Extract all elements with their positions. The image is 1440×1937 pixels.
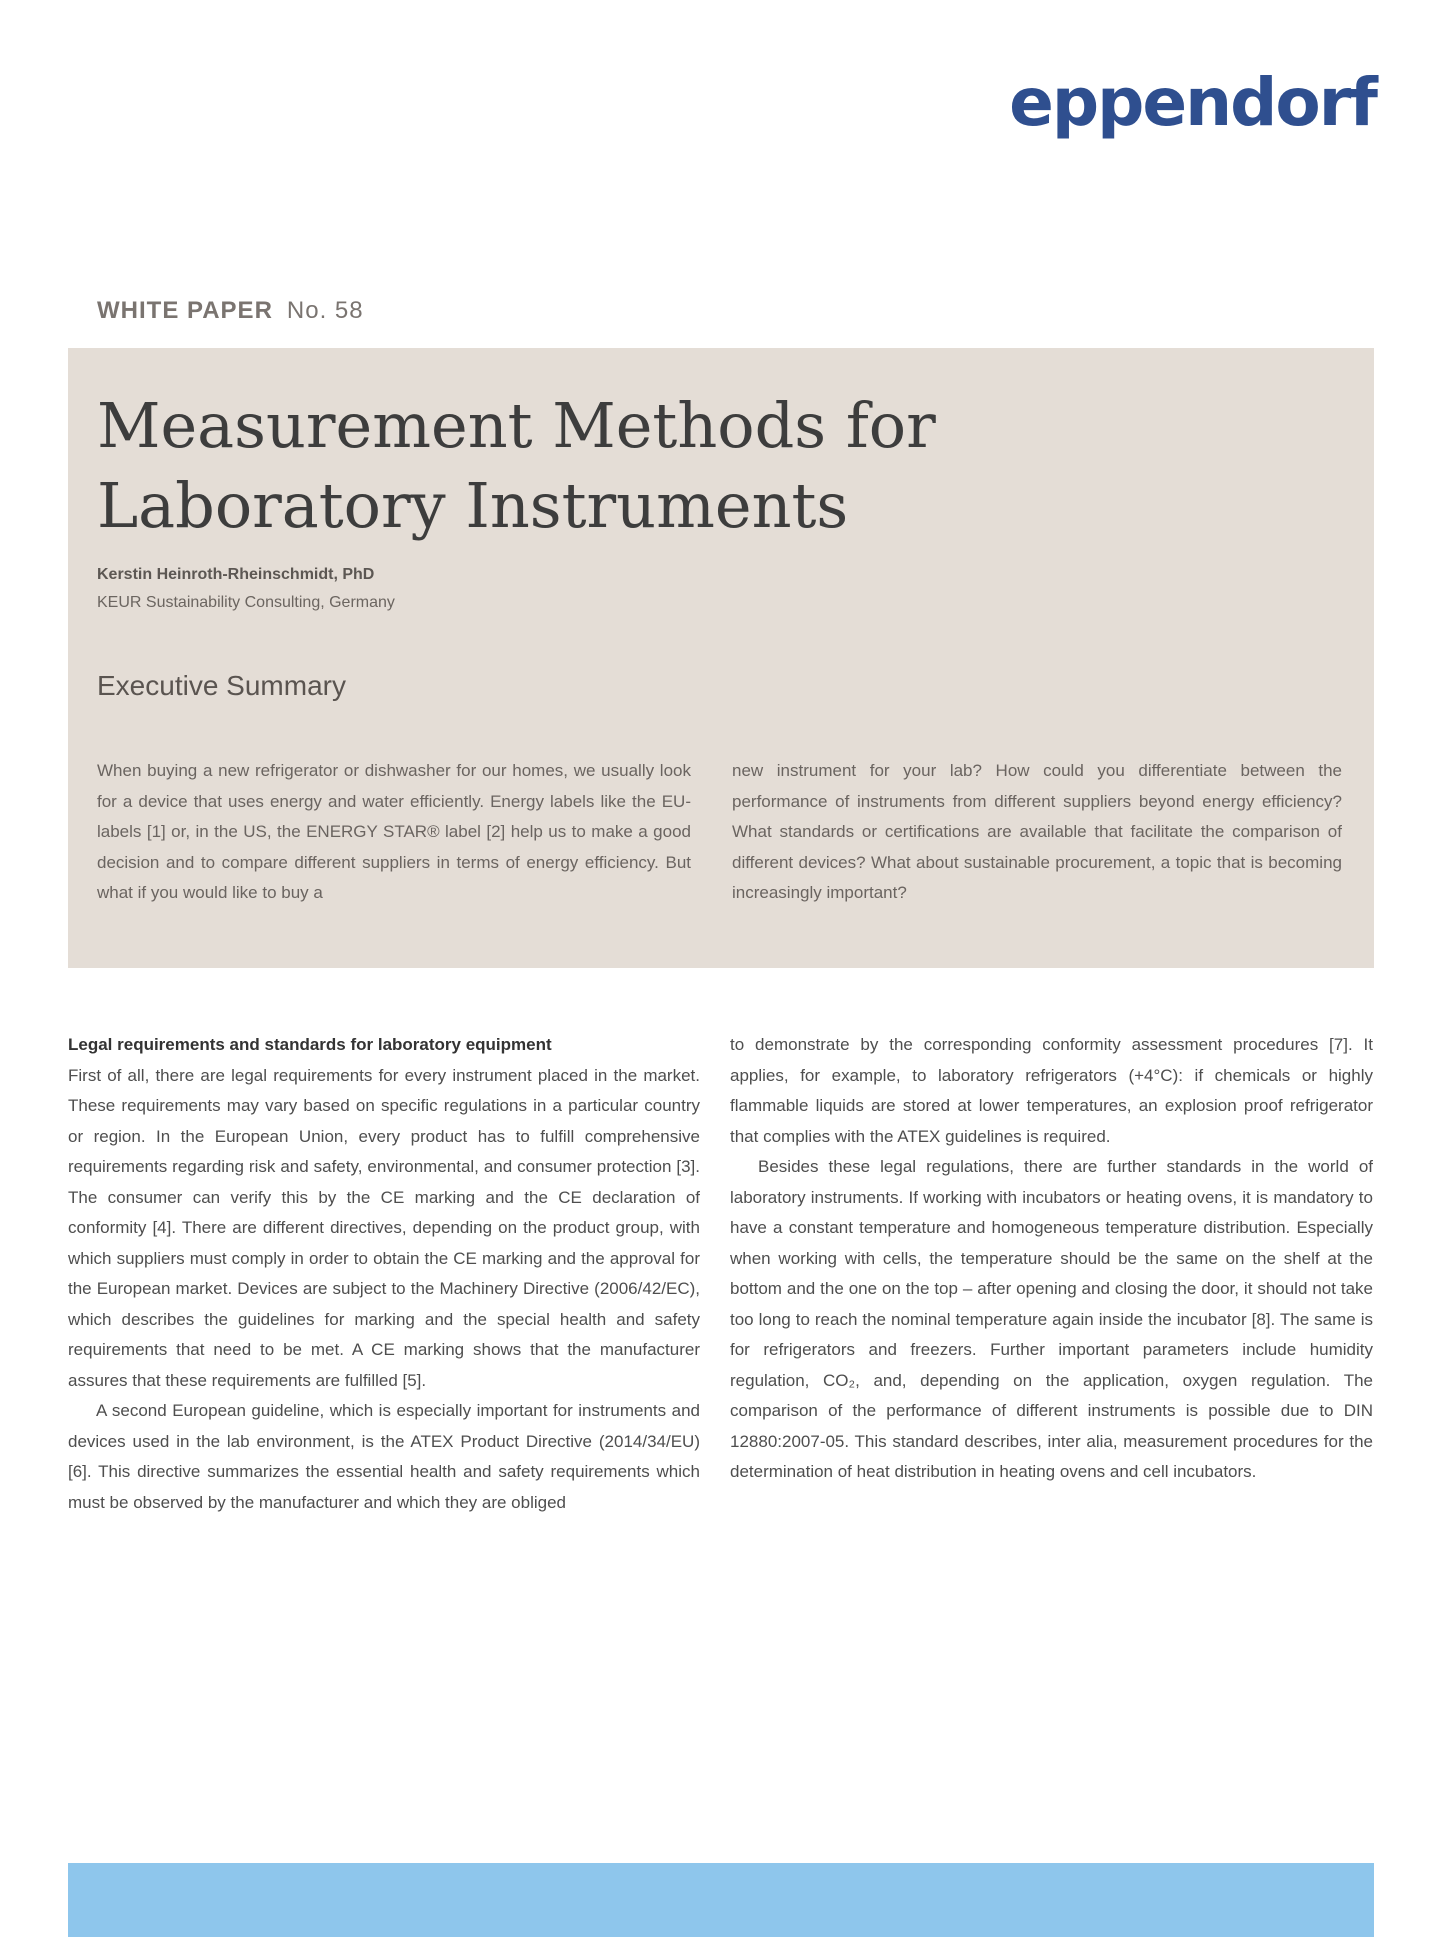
eppendorf-logo: eppendorf xyxy=(1009,64,1376,141)
section-heading: Legal requirements and standards for laboratory equipment xyxy=(68,1035,552,1054)
hero-panel xyxy=(68,348,1374,968)
title-line-1: Measurement Methods for xyxy=(97,389,936,462)
white-paper-number: No. 58 xyxy=(286,297,364,324)
author-affiliation: KEUR Sustainability Consulting, Germany xyxy=(97,594,395,611)
body-paragraph: First of all, there are legal requirements for every instrument placed in the market. These requirements may vary based on specific regulations in a particular country or region. In the European Union, every product has to fulfill comprehensive requirements regarding risk and safety, environmental, and consumer protection [3]. The consumer can verify this by the CE marking and the CE declaration of conformity [4]. There are different directives, depending on the product group, with which suppliers must comply in order to obtain the CE marking and the approval for the European market. Devices are subject to the Machinery Directive (2006/42/EC), which describes the guidelines for marking and the special health and safety requirements that need to be met. A CE marking shows that the manufacturer assures that these requirements are fulfilled [5]. xyxy=(68,1065,700,1390)
body-column-right xyxy=(730,1030,1373,1488)
executive-summary-right: new instrument for your lab? How could you differentiate between the performance of instruments from different suppliers beyond energy efficiency? What standards or certifications are available that facilitate the comparison of different devices? What about sustainable procurement, a topic that is becoming increasingly important? xyxy=(732,761,1342,902)
body-column-left xyxy=(68,1030,700,1518)
body-paragraph: Besides these legal regulations, there are further standards in the world of laboratory instruments. If working with incubators or heating ovens, it is mandatory to have a constant temperature and homogeneous temperature distribution. Especially when working with cells, the temperature should be the same on the shelf at the bottom and the one on the top – after opening and closing the door, it should not take too long to reach the nominal temperature again inside the incubator [8]. The same is for refrigerators and freezers. Further important parameters include humidity regulation, CO₂, and, depending on the application, oxygen regulation. The comparison of the performance of different instruments is possible due to DIN 12880:2007-05. This standard describes, inter alia, measurement procedures for the determination of heat distribution in heating ovens and cell incubators. xyxy=(730,1157,1373,1481)
white-paper-kind: WHITE PAPER xyxy=(97,297,273,324)
footer-color-bar xyxy=(68,1863,1374,1937)
white-paper-label xyxy=(97,297,364,325)
body-paragraph: to demonstrate by the corresponding conformity assessment procedures [7]. It applies, for example, to laboratory refrigerators (+4°C): if chemicals or highly flammable liquids are stored at lower temperatures, an explosion proof refrigerator that complies with the ATEX guidelines is required. xyxy=(730,1035,1373,1146)
body-paragraph: A second European guideline, which is especially important for instruments and devices used in the lab environment, is the ATEX Product Directive (2014/34/EU) [6]. This directive summarizes the essential health and safety requirements which must be observed by the manufacturer and which they are obliged xyxy=(68,1401,700,1512)
page-title xyxy=(97,386,1097,546)
executive-summary-left: When buying a new refrigerator or dishwasher for our homes, we usually look for a device that uses energy and water efficiently. Energy labels like the EU-labels [1] or, in the US, the ENERGY STAR® label [2] help us to make a good decision and to compare different suppliers in terms of energy efficiency. But what if you would like to buy a xyxy=(97,761,691,902)
executive-summary-heading: Executive Summary xyxy=(97,670,346,701)
title-line-2: Laboratory Instruments xyxy=(97,469,849,542)
author-name: Kerstin Heinroth-Rheinschmidt, PhD xyxy=(97,566,375,583)
